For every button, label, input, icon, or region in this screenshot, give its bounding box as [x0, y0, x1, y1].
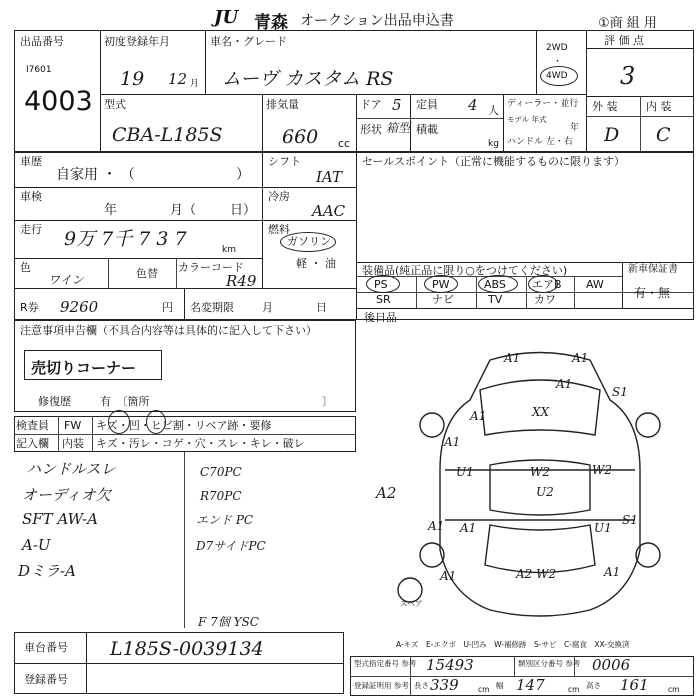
- mark-u1-door: U1: [456, 465, 474, 479]
- drive-2wd: 2WD: [546, 43, 568, 53]
- class-number-label: 類別区分番号 参考: [518, 659, 581, 668]
- exterior-label: 外 装: [592, 100, 618, 113]
- reg-deadline-month: 月: [262, 301, 273, 314]
- equip-abs-circle: [478, 275, 518, 293]
- mark-a1-front2: A1: [572, 351, 589, 365]
- width-value: 147: [516, 676, 545, 694]
- mark-u1-rr: U1: [594, 521, 612, 535]
- doors-value: 5: [392, 96, 402, 114]
- sold-stamp-text: 売切りコーナー: [31, 359, 137, 377]
- equip-ps: PS: [374, 278, 388, 291]
- rating-label: 評 価 点: [604, 34, 644, 47]
- car-name-label: 車名・グレード: [210, 35, 287, 48]
- capacity-value: 4: [468, 96, 478, 114]
- ju-logo: JU: [214, 7, 239, 28]
- mark-a1-bumper: A1: [556, 377, 573, 391]
- mark-a1-rl: A1: [428, 519, 445, 533]
- recorder-interior: 内装: [62, 437, 84, 450]
- warranty-value: 有・無: [634, 286, 671, 300]
- inspector-label: 検査員: [16, 419, 49, 432]
- color-label: 色: [20, 261, 31, 274]
- equip-abs: ABS: [484, 278, 506, 291]
- engine-label: 排気量: [266, 98, 299, 111]
- aircon-value: AAC: [312, 202, 346, 220]
- inspection-label: 車検: [20, 190, 42, 203]
- repair-close: 〕: [322, 395, 333, 408]
- engine-unit: cc: [338, 137, 351, 150]
- engine-value: 660: [282, 126, 319, 148]
- drive-4wd: 4WD: [546, 71, 568, 81]
- mark-s1-front: S1: [612, 385, 628, 399]
- sold-stamp: [24, 350, 162, 380]
- equipment-label: 装備品(純正品に限り○をつけてください): [362, 264, 568, 277]
- height-unit: cm: [668, 685, 680, 694]
- note-7: R70PC: [200, 489, 242, 503]
- height-label: 高さ: [586, 681, 601, 690]
- type-number-label: 型式指定番号 参考: [354, 659, 417, 668]
- notes-label: 注意事項申告欄（不具合内容等は具体的に記入して下さい）: [20, 324, 317, 337]
- sales-point-label: セールスポイント（正常に機能するものに限ります）: [362, 155, 626, 168]
- post-date-label: 後日品: [364, 311, 397, 324]
- fuel-value: ガソリン: [287, 235, 331, 248]
- rear-window: [485, 525, 595, 573]
- drive-dot: ・: [553, 57, 563, 67]
- note-9: D7サイドPC: [196, 539, 266, 553]
- mark-a1-fl: A1: [470, 409, 487, 423]
- color-code-value: R49: [226, 272, 257, 290]
- equip-navi: ナビ: [432, 293, 454, 306]
- copy-label: ①商 組 用: [598, 16, 657, 31]
- brand-name: 青森: [254, 13, 288, 33]
- warranty-label: 新車保証書: [628, 264, 678, 275]
- aircon-label: 冷房: [268, 190, 290, 203]
- note-4: A-U: [22, 536, 51, 554]
- recorder-label: 記入欄: [16, 437, 49, 450]
- model-label: 型式: [104, 98, 126, 111]
- exterior-value: D: [604, 124, 620, 146]
- inspection-year: 年: [104, 203, 118, 218]
- note-8: エンド PC: [196, 513, 254, 527]
- capacity-label: 定員: [416, 98, 438, 111]
- first-reg-year: 19: [120, 68, 145, 90]
- spare-label: スペア: [400, 599, 423, 608]
- shape-value: 箱型: [386, 121, 411, 135]
- inspector-items: キズ・凹・ヒビ割・リベア跡・要修: [96, 419, 272, 432]
- wheel-rl: [420, 543, 444, 567]
- first-reg-label: 初度登録年月: [104, 35, 170, 48]
- form-title: オークション出品申込書: [300, 13, 454, 29]
- length-unit: cm: [478, 685, 490, 694]
- chassis-value: L185S-0039134: [110, 638, 264, 660]
- lot-number: 4003: [24, 86, 93, 117]
- history-label: 車歴: [20, 155, 42, 168]
- dealer-label: ディーラー・並行: [507, 99, 579, 109]
- length-value: 339: [430, 676, 459, 694]
- mileage-value: 9万 7千 7 3 7: [64, 228, 187, 250]
- color-code-label: カラーコード: [178, 261, 244, 274]
- repaint-label: 色替: [136, 267, 158, 280]
- inspection-month: 月（: [170, 203, 197, 218]
- recycle-value: 9260: [60, 298, 99, 316]
- chassis-label: 車台番号: [24, 641, 68, 654]
- recycle-label: R券: [20, 301, 39, 314]
- lot-code: I7601: [26, 65, 52, 75]
- mark-s1-rr: S1: [622, 513, 638, 527]
- repair-value: 有 〔箇所: [100, 395, 150, 408]
- color-value: ワイン: [48, 273, 84, 287]
- equip-sr: SR: [376, 293, 391, 306]
- height-value: 161: [620, 676, 649, 694]
- load-unit: kg: [488, 139, 499, 149]
- mark-a1-front: A1: [504, 351, 521, 365]
- mark-a1-fl2: A1: [444, 435, 461, 449]
- equip-leather: カワ: [534, 293, 556, 306]
- note-2: オーディオ欠: [22, 486, 111, 504]
- wheel-fr: [636, 413, 660, 437]
- rating-value: 3: [620, 62, 636, 90]
- capacity-unit: 人: [488, 104, 499, 117]
- model-year-unit: 年: [570, 123, 580, 133]
- recycle-unit: 円: [162, 301, 173, 314]
- equip-pw: PW: [432, 278, 450, 291]
- first-reg-month: 12: [168, 70, 188, 88]
- length-label: 長さ: [414, 681, 429, 690]
- handle-label: ハンドル 左・右: [507, 137, 573, 147]
- equip-pw-circle: [424, 275, 458, 293]
- reg-deadline-label: 名変期限: [190, 301, 234, 314]
- inspection-day: 日）: [230, 203, 257, 218]
- shape-label: 形状: [360, 123, 382, 136]
- reg-deadline-day: 日: [316, 301, 327, 314]
- wheel-fl: [420, 413, 444, 437]
- mark-w2-right: W2: [592, 463, 612, 477]
- width-unit: cm: [568, 685, 580, 694]
- first-reg-month-unit: 月: [190, 79, 200, 89]
- cert-label: 登録証明用 参考: [354, 681, 409, 690]
- history-close: ）: [236, 167, 250, 183]
- header: [0, 0, 700, 33]
- shift-value: IAT: [316, 168, 342, 186]
- damage-legend: A-キズ E-エクボ U-凹み W-補修跡 S-サビ C-腐食 XX-交換済: [396, 640, 630, 649]
- mark-xx-hood: XX: [532, 405, 550, 419]
- mark-a1-rl2: A1: [460, 521, 477, 535]
- equip-aw: AW: [586, 278, 604, 291]
- mileage-unit: km: [222, 245, 236, 255]
- recorder-items: キズ・汚レ・コゲ・穴・スレ・キレ・破レ: [96, 437, 305, 450]
- doors-label: ドア: [360, 98, 382, 111]
- mark-a2-left: A2: [376, 484, 397, 502]
- equip-airbag: エアB: [532, 278, 562, 291]
- wheel-rr: [636, 543, 660, 567]
- lot-label: 出品番号: [20, 35, 64, 48]
- fuel-label: 燃料: [268, 223, 290, 236]
- mark-u2-roof: U2: [536, 485, 554, 499]
- note-1: ハンドルスレ: [26, 460, 116, 478]
- type-number-value: 15493: [426, 656, 474, 674]
- interior-label: 内 装: [646, 100, 672, 113]
- note-10: F 7個 YSC: [198, 615, 259, 629]
- mark-a2w2-rear: A2 W2: [516, 567, 557, 581]
- mark-w2-roof: W2: [530, 465, 550, 479]
- note-5: Dミラ-A: [18, 562, 76, 580]
- load-label: 積載: [416, 123, 438, 136]
- equip-ps-circle: [366, 275, 400, 293]
- equip-airbag-circle: [528, 275, 558, 293]
- note-3: SFT AW-A: [22, 510, 98, 528]
- model-year-label: モデル 年式: [507, 115, 547, 124]
- note-6: C70PC: [200, 465, 242, 479]
- class-number-value: 0006: [592, 656, 631, 674]
- car-name-value: ムーヴ カスタム RS: [222, 68, 394, 90]
- shift-label: シフト: [268, 155, 301, 168]
- model-value: CBA-L185S: [112, 124, 223, 146]
- mileage-label: 走行: [20, 223, 42, 236]
- drive-4wd-circle: [540, 66, 578, 86]
- fuel-opt2: 軽 ・ 油: [296, 257, 336, 270]
- mark-circle-2: [146, 410, 166, 434]
- width-label: 幅: [496, 681, 504, 690]
- inspector-fw: FW: [64, 419, 82, 432]
- mark-a1-rear: A1: [604, 565, 621, 579]
- mark-a1-rear2: A1: [440, 569, 457, 583]
- mark-circle-1: [108, 410, 130, 434]
- history-value: 自家用 ・ （: [56, 167, 135, 183]
- repair-label: 修復歴: [38, 395, 71, 408]
- plate-label: 登録番号: [24, 673, 68, 686]
- interior-value: C: [656, 124, 671, 146]
- equip-tv: TV: [488, 293, 503, 306]
